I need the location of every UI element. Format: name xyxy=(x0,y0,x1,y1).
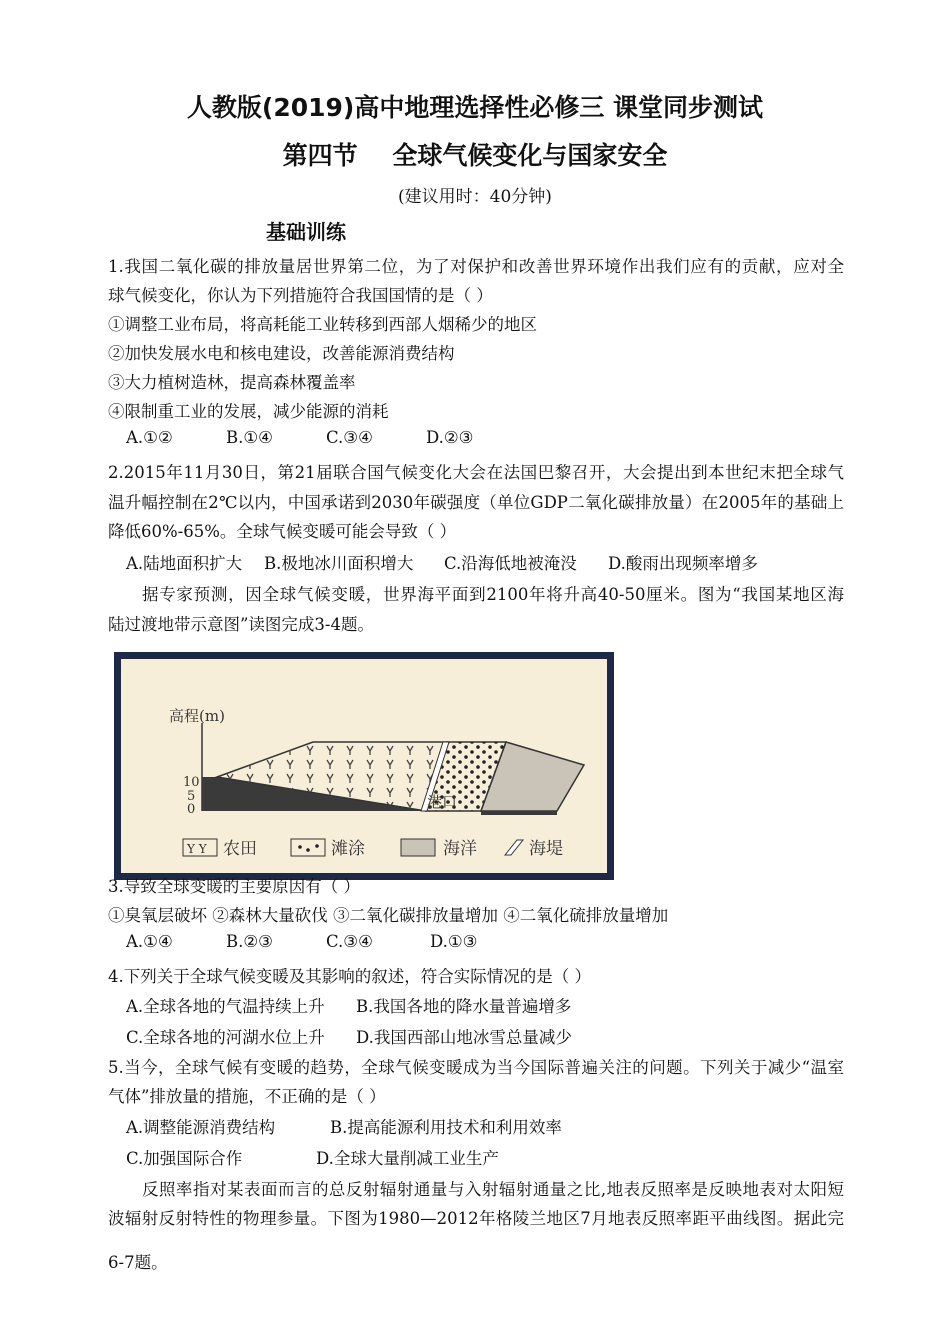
q2-line3: 降低60%-65%。全球气候变暖可能会导致（ ） xyxy=(108,522,457,541)
q5-option-d: D.全球大量削减工业生产 xyxy=(316,1149,499,1168)
tick-10: 10 xyxy=(183,775,200,790)
q1-option-a: A.①② xyxy=(126,428,173,447)
q5-line2: 气体”排放量的措施，不正确的是（ ） xyxy=(108,1087,386,1106)
q1-stem-line1: 1.我国二氧化碳的排放量居世界第二位，为了对保护和改善世界环境作出我们应有的贡献，应对全 xyxy=(108,257,844,276)
tick-0: 0 xyxy=(187,802,196,817)
q5-option-c: C.加强国际合作 xyxy=(126,1149,243,1168)
q4-option-a: A.全球各地的气温持续上升 xyxy=(126,997,325,1016)
legend xyxy=(183,839,563,859)
q5-line1: 5.当今，全球气候有变暖的趋势，全球气候变暖成为当今国际普遍关注的问题。下列关于减少“温室 xyxy=(108,1058,844,1077)
legend-seawall: 海堤 xyxy=(529,839,563,859)
q2-line2: 温升幅控制在2℃以内，中国承诺到2030年碳强度（单位GDP二氧化碳排放量）在2005年的基础上 xyxy=(108,493,844,512)
q4-option-c: C.全球各地的河湖水位上升 xyxy=(126,1028,325,1047)
q3-option-c: C.③④ xyxy=(326,932,373,951)
legend-ocean-swatch xyxy=(401,839,435,856)
legend-mudflat-swatch xyxy=(291,839,325,856)
q4-option-b: B.我国各地的降水量普遍增多 xyxy=(356,997,572,1016)
suggested-time: (建议用时：40分钟) xyxy=(398,187,552,207)
passage1-line1: 据专家预测，因全球气候变暖，世界海平面到2100年将升高40-50厘米。图为“我国某地区海 xyxy=(142,585,844,604)
q2-option-b: B.极地冰川面积增大 xyxy=(264,554,414,573)
tick-5: 5 xyxy=(187,789,196,804)
legend-ocean: 海洋 xyxy=(443,839,477,859)
document-title: 人教版(2019)高中地理选择性必修三 课堂同步测试 xyxy=(186,93,764,122)
diagram-svg xyxy=(121,659,607,873)
svg-text:Y Y: Y Y xyxy=(187,842,207,856)
legend-farmland: 农田 xyxy=(223,839,257,859)
q1-option-c: C.③④ xyxy=(326,428,373,447)
passage2-line2: 波辐射反射特性的物理参量。下图为1980—2012年格陵兰地区7月地表反照率距平曲线图。据此完 xyxy=(108,1209,844,1228)
q3-option-a: A.①④ xyxy=(126,932,173,951)
coastal-transition-diagram xyxy=(114,652,614,880)
q1-stem-line2: 球气候变化，你认为下列措施符合我国国情的是（ ） xyxy=(108,286,493,305)
q4-option-d: D.我国西部山地冰雪总量减少 xyxy=(356,1028,572,1047)
q1-item-2: ②加快发展水电和核电建设，改善能源消费结构 xyxy=(108,344,455,363)
section-heading: 基础训练 xyxy=(266,220,346,244)
q3-option-d: D.①③ xyxy=(430,932,478,951)
q5-option-b: B.提高能源利用技术和利用效率 xyxy=(330,1118,562,1137)
q4-stem: 4.下列关于全球气候变暖及其影响的叙述，符合实际情况的是（ ） xyxy=(108,967,591,986)
y-axis-label: 高程(m) xyxy=(169,707,225,725)
passage1-line2: 陆过渡地带示意图”读图完成3-4题。 xyxy=(108,615,375,634)
q2-option-a: A.陆地面积扩大 xyxy=(126,554,243,573)
passage2-line1: 反照率指对某表面而言的总反射辐射通量与入射辐射通量之比,地表反照率是反映地表对太阳短 xyxy=(142,1180,844,1199)
q3-option-b: B.②③ xyxy=(226,932,273,951)
passage2-line3: 6-7题。 xyxy=(108,1253,168,1272)
port-label: 港口 xyxy=(427,793,458,811)
q5-option-a: A.调整能源消费结构 xyxy=(126,1118,276,1137)
section-title: 第四节 全球气候变化与国家安全 xyxy=(282,141,668,170)
q1-option-d: D.②③ xyxy=(426,428,474,447)
q2-option-d: D.酸雨出现频率增多 xyxy=(608,554,758,573)
legend-mudflat: 滩涂 xyxy=(331,839,365,859)
q1-item-1: ①调整工业布局，将高耗能工业转移到西部人烟稀少的地区 xyxy=(108,315,537,334)
q3-items: ①臭氧层破坏 ②森林大量砍伐 ③二氧化碳排放量增加 ④二氧化硫排放量增加 xyxy=(108,906,669,925)
q2-option-c: C.沿海低地被淹没 xyxy=(444,554,577,573)
q1-item-4: ④限制重工业的发展，减少能源的消耗 xyxy=(108,402,389,421)
q1-item-3: ③大力植树造林，提高森林覆盖率 xyxy=(108,373,356,392)
q2-line1: 2.2015年11月30日，第21届联合国气候变化大会在法国巴黎召开，大会提出到本世纪末把全球气 xyxy=(108,463,844,482)
legend-seawall-swatch xyxy=(505,840,523,855)
q3-stem: 3.导致全球变暖的主要原因有（ ） xyxy=(108,877,360,896)
q1-option-b: B.①④ xyxy=(226,428,273,447)
